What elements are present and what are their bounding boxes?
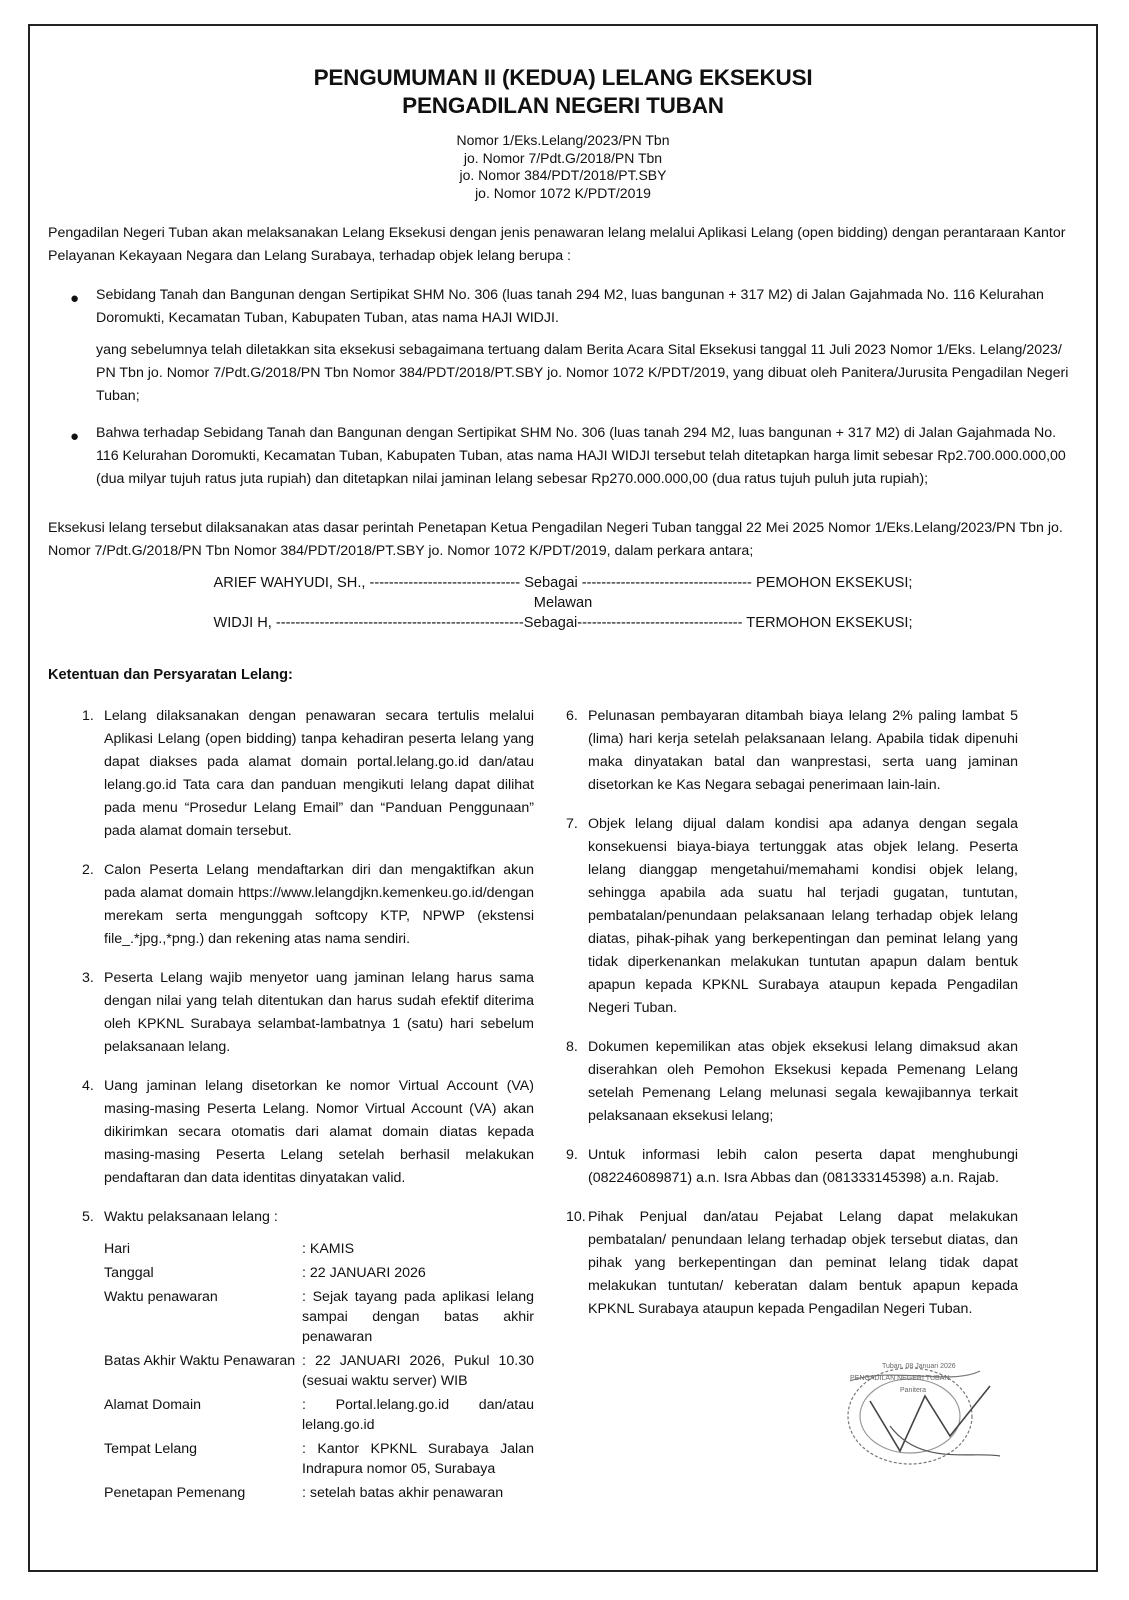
stamp-text: Panitera xyxy=(900,1387,927,1394)
term-text: Objek lelang dijual dalam kondisi apa adanya dengan segala konsekuensi biaya-biaya tertunggak atas objek lelang. Peserta lelang dianggap mengetahui/memahami kondisi objek lelang, sehingga apabila ada suatu hal terjadi gugatan, tuntutan, pembatalan/penundaan pelaksanaan lelang terhadap objek lelang diatas, pihak-pihak yang berkepentingan dan peminat lelang yang tidak diperkenankan melakukan tuntutan apapun dalam bentuk apapun kepada KPKNL Surabaya ataupun kepada Pengadilan Negeri Tuban. xyxy=(588,816,1018,1016)
term-item xyxy=(82,1206,534,1507)
term-number: 7. xyxy=(566,816,578,832)
schedule-value: : 22 JANUARI 2026 xyxy=(302,1265,426,1281)
schedule-label: Penetapan Pemenang xyxy=(104,1485,246,1501)
schedule-value: : KAMIS xyxy=(302,1241,355,1257)
term-number: 5. xyxy=(82,1209,94,1225)
term-item xyxy=(82,705,534,843)
auction-object-list xyxy=(48,284,1078,491)
schedule-row xyxy=(104,1287,534,1351)
respondent-line: WIDJI H, ---------------------------------------------------Sebagai---------------------------------- TERMOHON EKSEKUSI; xyxy=(213,615,913,631)
term-text: Lelang dilaksanakan dengan penawaran secara tertulis melalui Aplikasi Lelang (open bidding) tanpa kehadiran peserta lelang yang dapat diakses pada alamat domain portal.lelang.go.id dan/atau lelang.go.id Tata cara dan panduan mengikuti lelang dapat dilihat pada menu “Prosedur Lelang Email” dan “Panduan Penggunaan” pada alamat domain tersebut. xyxy=(104,708,534,839)
schedule-row xyxy=(104,1351,534,1395)
term-text: Peserta Lelang wajib menyetor uang jaminan lelang harus sama dengan nilai yang telah ditentukan dan harus sudah efektif diterima oleh KPKNL Surabaya selambat-lambatnya 1 (satu) hari sebelum pelaksanaan lelang. xyxy=(104,970,534,1055)
term-item xyxy=(566,705,1018,797)
official-stamp-signature xyxy=(830,1356,1020,1476)
intro-paragraph: Pengadilan Negeri Tuban akan melaksanakan Lelang Eksekusi dengan jenis penawaran lelang melalui Aplikasi Lelang (open bidding) dengan perantaraan Kantor Pelayanan Kekayaan Negara dan Lelang Surabaya, terhadap objek lelang berupa : xyxy=(48,225,1066,264)
schedule-row xyxy=(104,1395,534,1439)
term-number: 10. xyxy=(566,1209,586,1225)
terms-right-column xyxy=(566,705,1018,1337)
schedule-label: Tempat Lelang xyxy=(104,1441,198,1457)
term-text: Calon Peserta Lelang mendaftarkan diri dan mengaktifkan akun pada alamat domain https://www.lelangdjkn.kemenkeu.go.id/dengan merekam serta mengunggah softcopy KTP, NPWP (ekstensi file_.*jpg.,*png.) dan rekening atas nama sendiri. xyxy=(104,862,534,947)
term-item xyxy=(82,1075,534,1190)
term-text: Pelunasan pembayaran ditambah biaya lelang 2% paling lambat 5 (lima) hari kerja setelah pelaksanaan lelang. Apabila tidak dipenuhi maka dinyatakan batal dan wanprestasi, serta uang jaminan disetorkan ke Kas Negara sebagai penerimaan lain-lain. xyxy=(588,708,1018,793)
schedule-label: Tanggal xyxy=(104,1265,154,1281)
versus-label: Melawan xyxy=(533,595,593,611)
schedule-value: : Sejak tayang pada aplikasi lelang sampai dengan batas akhir penawaran xyxy=(302,1289,534,1345)
schedule-row xyxy=(104,1263,534,1287)
auction-object-item xyxy=(48,284,1078,408)
schedule-value: : Kantor KPKNL Surabaya Jalan Indrapura nomor 05, Surabaya xyxy=(302,1441,534,1477)
schedule-label: Alamat Domain xyxy=(104,1397,201,1413)
case-number: jo. Nomor 384/PDT/2018/PT.SBY xyxy=(459,167,667,183)
auction-object-text: Bahwa terhadap Sebidang Tanah dan Bangunan dengan Sertipikat SHM No. 306 (luas tanah 294 M2, luas bangunan + 317 M2) di Jalan Gajahmada No. 116 Kelurahan Doromukti, Kecamatan Tuban, Kabupaten Tuban, atas nama HAJI WIDJI tersebut telah ditetapkan harga limit sebesar Rp2.700.000.000,00 (dua milyar tujuh ratus juta rupiah) dan ditetapkan nilai jaminan lelang sebesar Rp270.000.000,00 (dua ratus tujuh puluh juta rupiah); xyxy=(96,425,1066,487)
schedule-label: Batas Akhir Waktu Penawaran xyxy=(104,1353,296,1369)
terms-heading: Ketentuan dan Persyaratan Lelang: xyxy=(48,667,293,683)
schedule-row xyxy=(104,1439,534,1483)
auction-object-text: Sebidang Tanah dan Bangunan dengan Sertipikat SHM No. 306 (luas tanah 294 M2, luas bangunan + 317 M2) di Jalan Gajahmada No. 116 Kelurahan Doromukti, Kecamatan Tuban, Kabupaten Tuban, atas nama HAJI WIDJI. xyxy=(96,287,1044,326)
term-item xyxy=(82,859,534,951)
parties-block xyxy=(48,573,1078,633)
schedule-row xyxy=(104,1239,534,1263)
schedule-label: Waktu penawaran xyxy=(104,1289,218,1305)
term-number: 2. xyxy=(82,862,94,878)
title-line-1: PENGUMUMAN II (KEDUA) LELANG EKSEKUSI xyxy=(313,65,813,90)
applicant-line: ARIEF WAHYUDI, SH., ------------------------------- Sebagai ----------------------------------- PEMOHON EKSEKUSI; xyxy=(213,575,913,591)
auction-object-note: yang sebelumnya telah diletakkan sita eksekusi sebagaimana tertuang dalam Berita Acara Sital Eksekusi tanggal 11 Juli 2023 Nomor 1/Eks. Lelang/2023/ PN Tbn jo. Nomor 7/Pdt.G/2018/PN Tbn Nomor 384/PDT/2018/PT.SBY jo. Nomor 1072 K/PDT/2019, yang dibuat oleh Panitera/Jurusita Pengadilan Negeri Tuban; xyxy=(96,342,1069,404)
case-number: jo. Nomor 7/Pdt.G/2018/PN Tbn xyxy=(463,149,663,166)
schedule-value: : setelah batas akhir penawaran xyxy=(302,1485,504,1501)
document-title xyxy=(48,64,1078,120)
term-text: Untuk informasi lebih calon peserta dapat menghubungi (082246089871) a.n. Isra Abbas dan (081333145398) a.n. Rajab. xyxy=(588,1147,1018,1186)
schedule-label: Hari xyxy=(104,1241,131,1257)
auction-schedule-table xyxy=(104,1239,534,1507)
bullet-icon: ● xyxy=(70,290,80,307)
term-item xyxy=(566,1206,1018,1321)
stamp-text: Tuban, 08 Januari 2026 xyxy=(882,1363,956,1370)
term-number: 8. xyxy=(566,1039,578,1055)
term-text: Uang jaminan lelang disetorkan ke nomor Virtual Account (VA) masing-masing Peserta Lelang. Nomor Virtual Account (VA) akan dikirimkan secara otomatis dari alamat domain diatas kepada masing-masing Peserta Lelang setelah berhasil melakukan pendaftaran dan data identitas dinyatakan valid. xyxy=(104,1078,534,1186)
term-number: 3. xyxy=(82,970,94,986)
term-item xyxy=(82,967,534,1059)
document-body xyxy=(48,64,1078,1501)
bullet-icon: ● xyxy=(70,428,80,445)
case-number: jo. Nomor 1072 K/PDT/2019 xyxy=(475,184,651,201)
term-number: 9. xyxy=(566,1147,578,1163)
term-item xyxy=(566,1144,1018,1190)
term-number: 6. xyxy=(566,708,578,724)
stamp-text: PENGADILAN NEGERI TUBAN xyxy=(850,1375,950,1382)
schedule-value: : Portal.lelang.go.id dan/atau lelang.go.id xyxy=(302,1397,534,1433)
schedule-row xyxy=(104,1483,534,1507)
term-number: 4. xyxy=(82,1078,94,1094)
document-frame xyxy=(28,24,1098,1572)
terms-left-column xyxy=(82,705,534,1523)
execution-basis-paragraph: Eksekusi lelang tersebut dilaksanakan atas dasar perintah Penetapan Ketua Pengadilan Negeri Tuban tanggal 22 Mei 2025 Nomor 1/Eks.Lelang/2023/PN Tbn jo. Nomor 7/Pdt.G/2018/PN Tbn Nomor 384/PDT/2018/PT.SBY jo. Nomor 1072 K/PDT/2019, dalam perkara antara; xyxy=(48,520,1063,559)
term-item xyxy=(566,1036,1018,1128)
title-line-2: PENGADILAN NEGERI TUBAN xyxy=(402,93,724,118)
case-numbers xyxy=(48,132,1078,202)
term-text: Waktu pelaksanaan lelang : xyxy=(104,1209,278,1225)
schedule-value: : 22 JANUARI 2026, Pukul 10.30 (sesuai waktu server) WIB xyxy=(302,1353,534,1389)
term-number: 1. xyxy=(82,708,94,724)
term-text: Pihak Penjual dan/atau Pejabat Lelang dapat melakukan pembatalan/ penundaan lelang terhadap objek tersebut diatas, dan pihak yang berkepentingan dan peminat lelang tidak dapat melakukan tuntutan/ keberatan dalam bentuk apapun kepada KPKNL Surabaya ataupun kepada Pengadilan Negeri Tuban. xyxy=(588,1209,1018,1317)
auction-object-item xyxy=(48,422,1078,491)
case-number: Nomor 1/Eks.Lelang/2023/PN Tbn xyxy=(456,132,670,148)
term-item xyxy=(566,813,1018,1020)
term-text: Dokumen kepemilikan atas objek eksekusi lelang dimaksud akan diserahkan oleh Pemohon Eksekusi kepada Pemenang Lelang setelah Pemenang Lelang melunasi segala kewajibannya terkait pelaksanaan eksekusi lelang; xyxy=(588,1039,1018,1124)
